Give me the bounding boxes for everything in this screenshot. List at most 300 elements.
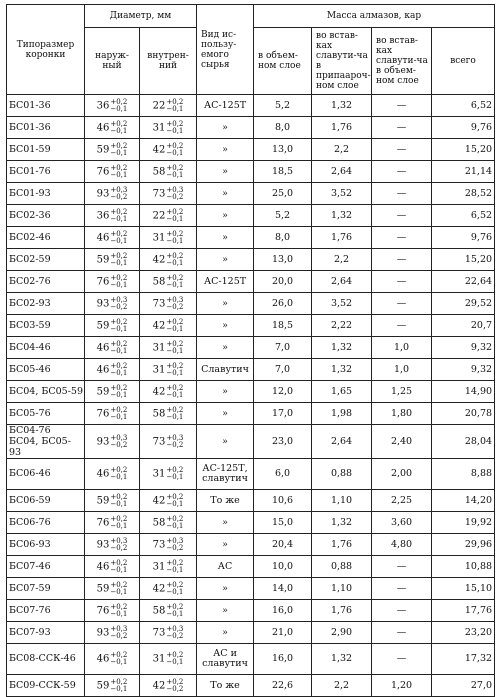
mass-total: 9,32: [432, 359, 495, 381]
inner-diameter: [140, 622, 197, 644]
mass-volume-layer: 18,5: [254, 161, 312, 183]
outer-diameter-tolerance: +0,2 −0,1: [110, 273, 128, 289]
outer-diameter-tolerance: +0,2 −0,1: [110, 361, 128, 377]
inner-diameter-tolerance: +0,3 −0,2: [166, 536, 184, 552]
raw-material: »: [197, 403, 254, 425]
crown-type: БС01-59: [7, 139, 85, 161]
mass-volume-layer: 25,0: [254, 183, 312, 205]
inner-diameter: [140, 271, 197, 293]
mass-total: 20,7: [432, 315, 495, 337]
outer-diameter-tolerance: +0,2 −0,1: [110, 405, 128, 421]
inner-diameter-tolerance: +0,2 −0,1: [166, 466, 184, 481]
inner-diameter: [140, 95, 197, 117]
mass-inserts-volume: 1,0: [372, 359, 432, 381]
raw-material: »: [197, 249, 254, 271]
outer-diameter-value: 59: [96, 583, 110, 594]
table-row: [7, 183, 495, 205]
crown-type: БС05-46: [7, 359, 85, 381]
outer-diameter-value: 46: [96, 232, 110, 243]
outer-diameter-tolerance: +0,2 −0,1: [110, 383, 128, 399]
mass-inserts-volume: —: [372, 600, 432, 622]
mass-inserts-solder: 1,32: [312, 359, 372, 381]
inner-diameter: [140, 315, 197, 337]
mass-inserts-volume: 1,0: [372, 337, 432, 359]
crown-type: БС04-76 БС04, БС05-93: [7, 425, 85, 459]
mass-inserts-volume: —: [372, 622, 432, 644]
table-row: [7, 578, 495, 600]
inner-diameter: [140, 117, 197, 139]
raw-material: То же: [197, 675, 254, 697]
mass-total: 9,76: [432, 227, 495, 249]
mass-volume-layer: 22,6: [254, 675, 312, 697]
mass-total: 9,32: [432, 337, 495, 359]
crown-type: БС03-59: [7, 315, 85, 337]
mass-total: 9,76: [432, 117, 495, 139]
outer-diameter: [85, 139, 140, 161]
inner-diameter-tolerance: +0,2 −0,1: [166, 251, 184, 267]
mass-volume-layer: 6,0: [254, 459, 312, 490]
mass-inserts-solder: 1,76: [312, 534, 372, 556]
inner-diameter-value: 58: [152, 517, 166, 528]
mass-inserts-solder: 0,88: [312, 459, 372, 490]
mass-total: 6,52: [432, 205, 495, 227]
outer-diameter-tolerance: +0,3 −0,2: [110, 295, 128, 311]
mass-inserts-volume: —: [372, 249, 432, 271]
mass-total: 14,90: [432, 381, 495, 403]
mass-inserts-volume: 1,20: [372, 675, 432, 697]
inner-diameter: [140, 359, 197, 381]
mass-total: 23,20: [432, 622, 495, 644]
outer-diameter-tolerance: +0,2 −0,1: [110, 580, 128, 596]
mass-inserts-solder: 1,10: [312, 578, 372, 600]
header-raw-material: Вид ис-пользу-емого сырья: [197, 5, 254, 95]
outer-diameter-tolerance: +0,3 −0,2: [110, 536, 128, 552]
mass-volume-layer: 13,0: [254, 139, 312, 161]
raw-material: То же: [197, 490, 254, 512]
raw-material: »: [197, 337, 254, 359]
crown-type: БС06-93: [7, 534, 85, 556]
inner-diameter-value: 58: [152, 166, 166, 177]
outer-diameter: [85, 490, 140, 512]
outer-diameter-value: 36: [96, 100, 110, 111]
mass-inserts-solder: 2,64: [312, 425, 372, 459]
mass-volume-layer: 26,0: [254, 293, 312, 315]
outer-diameter-tolerance: +0,2 −0,1: [110, 651, 128, 666]
crown-type: БС01-36: [7, 95, 85, 117]
inner-diameter: [140, 161, 197, 183]
outer-diameter-tolerance: +0,3 −0,2: [110, 624, 128, 640]
mass-inserts-volume: —: [372, 293, 432, 315]
outer-diameter: [85, 183, 140, 205]
crown-type: БС06-59: [7, 490, 85, 512]
crown-type: БС01-93: [7, 183, 85, 205]
mass-total: 8,88: [432, 459, 495, 490]
inner-diameter-tolerance: +0,2 −0,1: [166, 651, 184, 666]
outer-diameter-value: 59: [96, 320, 110, 331]
table-row: [7, 425, 495, 459]
inner-diameter: [140, 490, 197, 512]
inner-diameter-tolerance: +0,2 −0,1: [166, 383, 184, 399]
header-volume-layer: в объем-ном слое: [254, 28, 312, 95]
inner-diameter-tolerance: +0,2 −0,1: [166, 514, 184, 530]
outer-diameter-value: 93: [96, 436, 110, 447]
inner-diameter-value: 42: [152, 583, 166, 594]
raw-material: »: [197, 381, 254, 403]
raw-material: АС: [197, 556, 254, 578]
mass-total: 17,32: [432, 644, 495, 675]
inner-diameter-tolerance: +0,2 −0,1: [166, 361, 184, 377]
outer-diameter-tolerance: +0,2 −0,1: [110, 97, 128, 113]
outer-diameter-value: 76: [96, 605, 110, 616]
mass-total: 21,14: [432, 161, 495, 183]
outer-diameter: [85, 425, 140, 459]
inner-diameter: [140, 249, 197, 271]
inner-diameter: [140, 139, 197, 161]
inner-diameter-value: 73: [152, 627, 166, 638]
outer-diameter: [85, 117, 140, 139]
inner-diameter-value: 31: [152, 468, 166, 480]
mass-volume-layer: 13,0: [254, 249, 312, 271]
inner-diameter: [140, 675, 197, 697]
mass-volume-layer: 23,0: [254, 425, 312, 459]
inner-diameter: [140, 512, 197, 534]
crown-type: БС07-76: [7, 600, 85, 622]
inner-diameter-value: 42: [152, 495, 166, 506]
inner-diameter-tolerance: +0,2 −0,1: [166, 119, 184, 135]
table-row: [7, 675, 495, 697]
crown-type: БС05-76: [7, 403, 85, 425]
header-inserts-volume-layer: во встав-ках славути-ча в объем-ном слое: [372, 28, 432, 95]
table-row: [7, 381, 495, 403]
mass-inserts-volume: —: [372, 315, 432, 337]
mass-inserts-volume: 4,80: [372, 534, 432, 556]
header-inner: внутрен-ний: [140, 28, 197, 95]
inner-diameter-value: 42: [152, 386, 166, 397]
mass-total: 22,64: [432, 271, 495, 293]
mass-inserts-volume: 2,25: [372, 490, 432, 512]
mass-total: 17,76: [432, 600, 495, 622]
mass-total: 14,20: [432, 490, 495, 512]
crown-type: БС02-76: [7, 271, 85, 293]
mass-total: 28,04: [432, 425, 495, 459]
inner-diameter-tolerance: +0,3 −0,2: [166, 185, 184, 201]
outer-diameter-tolerance: +0,2 −0,1: [110, 602, 128, 618]
table-row: [7, 403, 495, 425]
mass-total: 15,20: [432, 249, 495, 271]
table-row: [7, 600, 495, 622]
outer-diameter-value: 76: [96, 408, 110, 419]
raw-material: »: [197, 293, 254, 315]
inner-diameter-value: 42: [152, 144, 166, 155]
outer-diameter-tolerance: +0,2 −0,1: [110, 229, 128, 245]
outer-diameter-tolerance: +0,2 −0,1: [110, 163, 128, 179]
outer-diameter-value: 59: [96, 254, 110, 265]
inner-diameter-tolerance: +0,2 −0,1: [166, 558, 184, 574]
inner-diameter: [140, 534, 197, 556]
inner-diameter-tolerance: +0,2 −0,1: [166, 163, 184, 179]
table-row: [7, 271, 495, 293]
mass-inserts-solder: 1,76: [312, 600, 372, 622]
outer-diameter: [85, 161, 140, 183]
mass-inserts-volume: —: [372, 227, 432, 249]
outer-diameter: [85, 644, 140, 675]
mass-total: 27,0: [432, 675, 495, 697]
crown-type: БС07-59: [7, 578, 85, 600]
mass-inserts-solder: 0,88: [312, 556, 372, 578]
outer-diameter: [85, 227, 140, 249]
crown-type: БС01-76: [7, 161, 85, 183]
inner-diameter: [140, 600, 197, 622]
header-diameter: Диаметр, мм: [85, 5, 197, 28]
inner-diameter: [140, 227, 197, 249]
outer-diameter-value: 36: [96, 210, 110, 221]
mass-inserts-solder: 1,65: [312, 381, 372, 403]
inner-diameter: [140, 403, 197, 425]
mass-volume-layer: 10,6: [254, 490, 312, 512]
inner-diameter-value: 73: [152, 298, 166, 309]
mass-inserts-volume: —: [372, 139, 432, 161]
mass-total: 19,92: [432, 512, 495, 534]
outer-diameter-tolerance: +0,2 −0,1: [110, 119, 128, 135]
crown-type: БС04-46: [7, 337, 85, 359]
inner-diameter: [140, 425, 197, 459]
mass-inserts-solder: 1,32: [312, 95, 372, 117]
outer-diameter-tolerance: +0,2 −0,1: [110, 317, 128, 333]
inner-diameter: [140, 556, 197, 578]
inner-diameter-tolerance: +0,2 −0,1: [166, 492, 184, 508]
inner-diameter-value: 22: [152, 100, 166, 111]
raw-material: Славутич: [197, 359, 254, 381]
mass-volume-layer: 17,0: [254, 403, 312, 425]
inner-diameter-tolerance: +0,2 −0,1: [166, 229, 184, 245]
mass-inserts-solder: 3,52: [312, 183, 372, 205]
outer-diameter-value: 46: [96, 561, 110, 572]
inner-diameter: [140, 644, 197, 675]
outer-diameter: [85, 534, 140, 556]
outer-diameter-value: 59: [96, 680, 110, 691]
mass-inserts-solder: 2,64: [312, 271, 372, 293]
raw-material: АС-125Т: [197, 271, 254, 293]
mass-volume-layer: 15,0: [254, 512, 312, 534]
crown-type: БС04, БС05-59: [7, 381, 85, 403]
table-row: [7, 337, 495, 359]
raw-material: »: [197, 205, 254, 227]
outer-diameter-value: 59: [96, 386, 110, 397]
inner-diameter: [140, 293, 197, 315]
outer-diameter-value: 46: [96, 364, 110, 375]
mass-inserts-volume: —: [372, 271, 432, 293]
table-row: [7, 139, 495, 161]
outer-diameter: [85, 403, 140, 425]
outer-diameter: [85, 293, 140, 315]
outer-diameter-tolerance: +0,2 −0,1: [110, 558, 128, 574]
mass-inserts-volume: 1,25: [372, 381, 432, 403]
raw-material: »: [197, 578, 254, 600]
table-row: [7, 644, 495, 675]
table-body: [7, 95, 495, 697]
outer-diameter: [85, 675, 140, 697]
mass-inserts-solder: 1,32: [312, 644, 372, 675]
mass-inserts-solder: 1,76: [312, 117, 372, 139]
mass-total: 15,10: [432, 578, 495, 600]
inner-diameter-tolerance: +0,2 −0,1: [166, 97, 184, 113]
outer-diameter-tolerance: +0,2 −0,1: [110, 141, 128, 157]
inner-diameter-value: 73: [152, 436, 166, 447]
raw-material: »: [197, 622, 254, 644]
raw-material: АС и славутич: [197, 644, 254, 675]
outer-diameter-value: 46: [96, 653, 110, 665]
mass-volume-layer: 5,2: [254, 95, 312, 117]
inner-diameter-value: 31: [152, 122, 166, 133]
raw-material: »: [197, 139, 254, 161]
mass-inserts-solder: 2,90: [312, 622, 372, 644]
table-row: [7, 205, 495, 227]
inner-diameter-tolerance: +0,2 −0,1: [166, 141, 184, 157]
mass-inserts-solder: 1,98: [312, 403, 372, 425]
outer-diameter-tolerance: +0,2 −0,1: [110, 466, 128, 481]
raw-material: »: [197, 425, 254, 459]
mass-inserts-solder: 1,32: [312, 512, 372, 534]
outer-diameter: [85, 359, 140, 381]
inner-diameter-value: 58: [152, 605, 166, 616]
inner-diameter: [140, 183, 197, 205]
crown-type: БС07-93: [7, 622, 85, 644]
outer-diameter: [85, 459, 140, 490]
table-row: [7, 161, 495, 183]
mass-inserts-volume: 2,00: [372, 459, 432, 490]
table-row: [7, 490, 495, 512]
table-row: [7, 117, 495, 139]
crown-type: БС01-36: [7, 117, 85, 139]
inner-diameter-value: 73: [152, 188, 166, 199]
inner-diameter-value: 31: [152, 653, 166, 665]
outer-diameter: [85, 205, 140, 227]
inner-diameter-tolerance: +0,2 −0,2: [166, 677, 184, 693]
table-row: [7, 227, 495, 249]
mass-inserts-solder: 1,32: [312, 205, 372, 227]
inner-diameter-tolerance: +0,2 −0,1: [166, 602, 184, 618]
crown-type: БС06-46: [7, 459, 85, 490]
outer-diameter: [85, 512, 140, 534]
raw-material: »: [197, 315, 254, 337]
mass-total: 28,52: [432, 183, 495, 205]
mass-inserts-volume: —: [372, 183, 432, 205]
inner-diameter-value: 58: [152, 408, 166, 419]
mass-total: 29,96: [432, 534, 495, 556]
inner-diameter-value: 31: [152, 342, 166, 353]
outer-diameter-tolerance: +0,2 −0,1: [110, 207, 128, 223]
mass-inserts-volume: —: [372, 556, 432, 578]
inner-diameter-tolerance: +0,2 −0,1: [166, 273, 184, 289]
mass-total: 6,52: [432, 95, 495, 117]
raw-material: АС-125Т, славутич: [197, 459, 254, 490]
mass-volume-layer: 14,0: [254, 578, 312, 600]
mass-volume-layer: 8,0: [254, 117, 312, 139]
inner-diameter-value: 31: [152, 232, 166, 243]
header-total: всего: [432, 28, 495, 95]
mass-inserts-volume: —: [372, 644, 432, 675]
mass-volume-layer: 7,0: [254, 359, 312, 381]
outer-diameter-tolerance: +0,3 −0,2: [110, 433, 128, 449]
header-crown-type: Типоразмер коронки: [7, 5, 85, 95]
mass-inserts-volume: —: [372, 578, 432, 600]
outer-diameter-value: 76: [96, 517, 110, 528]
raw-material: »: [197, 183, 254, 205]
inner-diameter-value: 58: [152, 276, 166, 287]
inner-diameter-value: 42: [152, 320, 166, 331]
mass-total: 29,52: [432, 293, 495, 315]
raw-material: »: [197, 227, 254, 249]
mass-volume-layer: 16,0: [254, 644, 312, 675]
raw-material: АС-125Т: [197, 95, 254, 117]
mass-inserts-solder: 3,52: [312, 293, 372, 315]
inner-diameter: [140, 337, 197, 359]
inner-diameter-tolerance: +0,2 −0,1: [166, 405, 184, 421]
mass-inserts-volume: —: [372, 161, 432, 183]
table-row: [7, 293, 495, 315]
inner-diameter-tolerance: +0,2 −0,1: [166, 207, 184, 223]
outer-diameter: [85, 315, 140, 337]
crown-type: БС06-76: [7, 512, 85, 534]
outer-diameter-value: 93: [96, 298, 110, 309]
outer-diameter-value: 93: [96, 539, 110, 550]
outer-diameter: [85, 622, 140, 644]
mass-inserts-solder: 1,32: [312, 337, 372, 359]
inner-diameter-value: 22: [152, 210, 166, 221]
crown-type: БС02-59: [7, 249, 85, 271]
table-row: [7, 249, 495, 271]
crown-type: БС07-46: [7, 556, 85, 578]
outer-diameter: [85, 556, 140, 578]
inner-diameter: [140, 205, 197, 227]
mass-total: 10,88: [432, 556, 495, 578]
outer-diameter: [85, 600, 140, 622]
inner-diameter-tolerance: +0,3 −0,2: [166, 624, 184, 640]
outer-diameter-tolerance: +0,2 −0,1: [110, 251, 128, 267]
header-outer: наруж-ный: [85, 28, 140, 95]
raw-material: »: [197, 512, 254, 534]
outer-diameter: [85, 271, 140, 293]
mass-volume-layer: 10,0: [254, 556, 312, 578]
outer-diameter: [85, 578, 140, 600]
header-diamond-mass: Масса алмазов, кар: [254, 5, 495, 28]
outer-diameter: [85, 95, 140, 117]
mass-volume-layer: 20,4: [254, 534, 312, 556]
mass-total: 20,78: [432, 403, 495, 425]
mass-volume-layer: 21,0: [254, 622, 312, 644]
mass-inserts-volume: —: [372, 117, 432, 139]
inner-diameter: [140, 578, 197, 600]
inner-diameter-value: 42: [152, 254, 166, 265]
outer-diameter-value: 59: [96, 144, 110, 155]
outer-diameter-value: 46: [96, 122, 110, 133]
mass-inserts-solder: 1,76: [312, 227, 372, 249]
mass-inserts-volume: —: [372, 95, 432, 117]
inner-diameter-value: 31: [152, 364, 166, 375]
mass-inserts-volume: —: [372, 205, 432, 227]
crown-type: БС08-ССК-46: [7, 644, 85, 675]
crown-type: БС09-ССК-59: [7, 675, 85, 697]
outer-diameter-value: 76: [96, 166, 110, 177]
mass-inserts-volume: 1,80: [372, 403, 432, 425]
table-row: [7, 95, 495, 117]
raw-material: »: [197, 161, 254, 183]
raw-material: »: [197, 117, 254, 139]
outer-diameter-tolerance: +0,2 −0,1: [110, 677, 128, 693]
crown-type: БС02-46: [7, 227, 85, 249]
table-row: [7, 315, 495, 337]
mass-volume-layer: 5,2: [254, 205, 312, 227]
